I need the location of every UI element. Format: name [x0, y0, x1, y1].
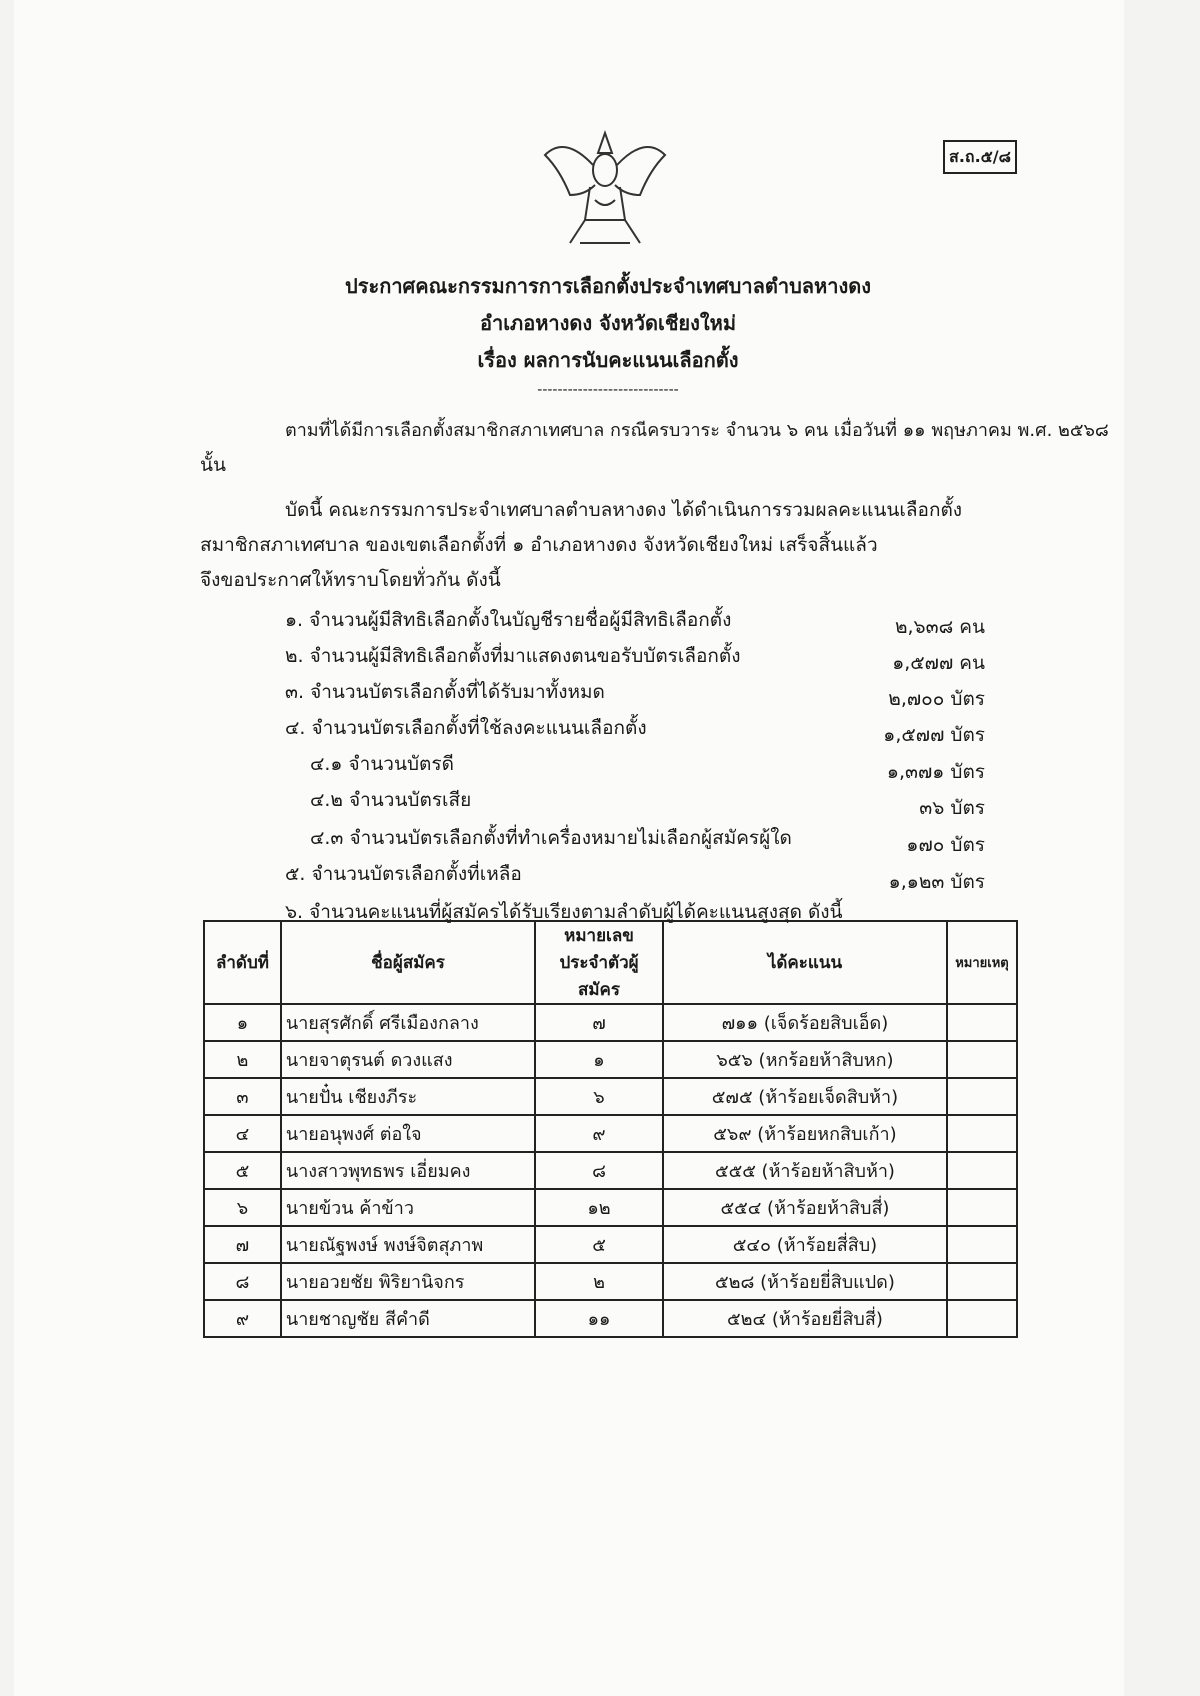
- header-number: [535, 921, 663, 1004]
- cell-rank: ๖: [204, 1189, 281, 1226]
- title-divider: ----------------------------: [537, 382, 679, 398]
- table-row: [204, 1078, 1017, 1115]
- garuda-emblem-icon: [540, 125, 670, 253]
- cell-remark: [947, 1189, 1017, 1226]
- paragraph-1-line-1: ตามที่ได้มีการเลือกตั้งสมาชิกสภาเทศบาล กรณีครบวาระ จำนวน ๖ คน เมื่อวันที่ ๑๑ พฤษภาคม พ.ศ. ๒๕๖๘: [285, 420, 1109, 441]
- paragraph-2-line-3: จึงขอประกาศให้ทราบโดยทั่วกัน ดังนี้: [200, 569, 501, 591]
- item-value: ๑๗๐ บัตร: [906, 834, 985, 856]
- cell-remark: [947, 1041, 1017, 1078]
- cell-number: ๖: [535, 1078, 663, 1115]
- cell-remark: [947, 1004, 1017, 1041]
- cell-remark: [947, 1115, 1017, 1152]
- cell-votes: ๕๕๔ (ห้าร้อยห้าสิบสี่): [663, 1189, 947, 1226]
- cell-rank: ๘: [204, 1263, 281, 1300]
- item-label: ๔.๒ จำนวนบัตรเสีย: [310, 789, 472, 811]
- title-line-1: ประกาศคณะกรรมการการเลือกตั้งประจำเทศบาลตำบลหางดง: [345, 274, 871, 298]
- table-row: [204, 1300, 1017, 1337]
- form-number-box: ส.ถ.๕/๘: [943, 140, 1017, 174]
- cell-number: ๑๒: [535, 1189, 663, 1226]
- cell-name: นายปั๋น เชียงภีระ: [281, 1078, 535, 1115]
- cell-remark: [947, 1226, 1017, 1263]
- title-line-3: เรื่อง ผลการนับคะแนนเลือกตั้ง: [477, 348, 739, 372]
- title-line-2: อำเภอหางดง จังหวัดเชียงใหม่: [479, 311, 737, 335]
- cell-votes: ๖๕๖ (หกร้อยห้าสิบหก): [663, 1041, 947, 1078]
- item-value: ๒,๖๓๘ คน: [894, 616, 985, 638]
- table-row: [204, 1004, 1017, 1041]
- cell-name: นายอวยชัย พิริยานิจกร: [281, 1263, 535, 1300]
- paragraph-2-line-2: สมาชิกสภาเทศบาล ของเขตเลือกตั้งที่ ๑ อำเภอหางดง จังหวัดเชียงใหม่ เสร็จสิ้นแล้ว: [200, 534, 878, 556]
- cell-votes: ๕๒๘ (ห้าร้อยยี่สิบแปด): [663, 1263, 947, 1300]
- cell-rank: ๙: [204, 1300, 281, 1337]
- table-row: [204, 1189, 1017, 1226]
- cell-rank: ๑: [204, 1004, 281, 1041]
- cell-rank: ๕: [204, 1152, 281, 1189]
- cell-number: ๙: [535, 1115, 663, 1152]
- header-number-line-2: ประจำตัวผู้สมัคร: [559, 953, 639, 1000]
- cell-number: ๘: [535, 1152, 663, 1189]
- paragraph-2-line-1: บัดนี้ คณะกรรมการประจำเทศบาลตำบลหางดง ได้ดำเนินการรวมผลคะแนนเลือกตั้ง: [285, 499, 963, 521]
- header-number-line-1: หมายเลข: [564, 926, 634, 946]
- cell-remark: [947, 1152, 1017, 1189]
- item-value: ๑,๕๗๗ คน: [892, 652, 985, 674]
- cell-rank: ๓: [204, 1078, 281, 1115]
- cell-number: ๗: [535, 1004, 663, 1041]
- cell-number: ๑๑: [535, 1300, 663, 1337]
- header-rank: ลำดับที่: [204, 921, 281, 1004]
- cell-rank: ๒: [204, 1041, 281, 1078]
- cell-votes: ๕๖๙ (ห้าร้อยหกสิบเก้า): [663, 1115, 947, 1152]
- cell-remark: [947, 1300, 1017, 1337]
- table-header-row: [204, 921, 1017, 1004]
- cell-name: นายจาตุรนต์ ดวงแสง: [281, 1041, 535, 1078]
- table-row: [204, 1152, 1017, 1189]
- header-remark: หมายเหตุ: [947, 921, 1017, 1004]
- item-label: ๓. จำนวนบัตรเลือกตั้งที่ได้รับมาทั้งหมด: [285, 681, 605, 703]
- item-value: ๑,๓๗๑ บัตร: [886, 761, 985, 783]
- cell-name: นายสุรศักดิ์ ศรีเมืองกลาง: [281, 1004, 535, 1041]
- item-label: ๑. จำนวนผู้มีสิทธิเลือกตั้งในบัญชีรายชื่อผู้มีสิทธิเลือกตั้ง: [285, 609, 732, 631]
- header-votes: ได้คะแนน: [663, 921, 947, 1004]
- cell-votes: ๕๔๐ (ห้าร้อยสี่สิบ): [663, 1226, 947, 1263]
- header-name: ชื่อผู้สมัคร: [281, 921, 535, 1004]
- item-value: ๓๖ บัตร: [919, 797, 985, 819]
- cell-name: นายข้วน ค้าข้าว: [281, 1189, 535, 1226]
- cell-remark: [947, 1263, 1017, 1300]
- item-label: ๒. จำนวนผู้มีสิทธิเลือกตั้งที่มาแสดงตนขอรับบัตรเลือกตั้ง: [285, 645, 741, 667]
- cell-votes: ๕๕๕ (ห้าร้อยห้าสิบห้า): [663, 1152, 947, 1189]
- item-value: ๑,๕๗๗ บัตร: [883, 724, 985, 746]
- cell-number: ๑: [535, 1041, 663, 1078]
- cell-remark: [947, 1078, 1017, 1115]
- cell-number: ๕: [535, 1226, 663, 1263]
- cell-votes: ๗๑๑ (เจ็ดร้อยสิบเอ็ด): [663, 1004, 947, 1041]
- item-label: ๖. จำนวนคะแนนที่ผู้สมัครได้รับเรียงตามลำดับผู้ได้คะแนนสูงสุด ดังนี้: [285, 901, 843, 923]
- cell-name: นายณัฐพงษ์ พงษ์จิตสุภาพ: [281, 1226, 535, 1263]
- cell-rank: ๔: [204, 1115, 281, 1152]
- results-table: [203, 920, 1018, 1338]
- cell-name: นางสาวพุทธพร เอี่ยมคง: [281, 1152, 535, 1189]
- item-value: ๑,๑๒๓ บัตร: [888, 871, 985, 893]
- item-label: ๔.๓ จำนวนบัตรเลือกตั้งที่ทำเครื่องหมายไม่เลือกผู้สมัครผู้ใด: [310, 827, 792, 849]
- paragraph-1-line-2: นั้น: [200, 454, 226, 476]
- table-row: [204, 1226, 1017, 1263]
- table-row: [204, 1041, 1017, 1078]
- table-row: [204, 1115, 1017, 1152]
- cell-number: ๒: [535, 1263, 663, 1300]
- item-value: ๒,๗๐๐ บัตร: [888, 688, 985, 710]
- cell-votes: ๕๗๕ (ห้าร้อยเจ็ดสิบห้า): [663, 1078, 947, 1115]
- cell-votes: ๕๒๔ (ห้าร้อยยี่สิบสี่): [663, 1300, 947, 1337]
- cell-rank: ๗: [204, 1226, 281, 1263]
- table-row: [204, 1263, 1017, 1300]
- cell-name: นายชาญชัย สีคำดี: [281, 1300, 535, 1337]
- item-label: ๕. จำนวนบัตรเลือกตั้งที่เหลือ: [285, 863, 522, 885]
- cell-name: นายอนุพงศ์ ต่อใจ: [281, 1115, 535, 1152]
- item-label: ๔.๑ จำนวนบัตรดี: [310, 753, 454, 775]
- item-label: ๔. จำนวนบัตรเลือกตั้งที่ใช้ลงคะแนนเลือกตั้ง: [285, 717, 647, 739]
